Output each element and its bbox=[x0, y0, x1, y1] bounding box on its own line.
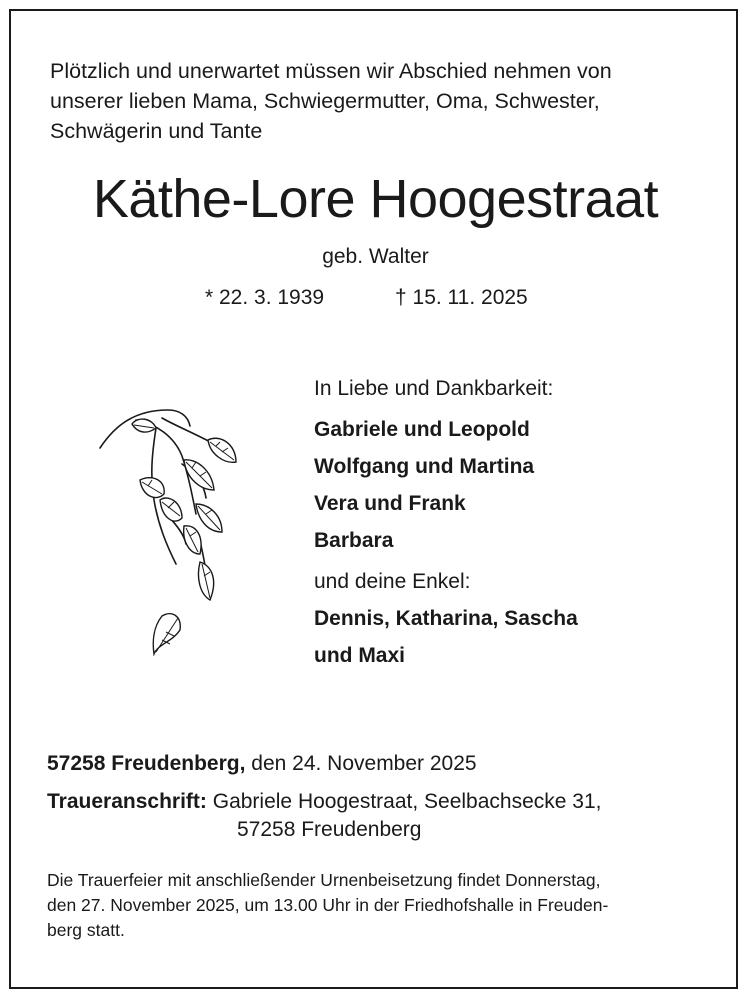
intro-text bbox=[50, 56, 720, 146]
birch-branch-icon bbox=[96, 404, 246, 656]
ceremony-line: berg statt. bbox=[47, 920, 125, 940]
mourning-address bbox=[47, 787, 601, 817]
grandchildren-names: und Maxi bbox=[314, 644, 406, 667]
birth-date: * 22. 3. 1939 bbox=[205, 286, 325, 309]
ceremony-info bbox=[47, 868, 722, 943]
ceremony-line: den 27. November 2025, um 13.00 Uhr in der Friedhofshalle in Freuden- bbox=[47, 895, 609, 915]
family-member: Barbara bbox=[314, 529, 394, 552]
grandchildren-heading: und deine Enkel: bbox=[314, 570, 471, 593]
family-member: Gabriele und Leopold bbox=[314, 418, 530, 441]
intro-line: Schwägerin und Tante bbox=[50, 119, 263, 143]
intro-line: unserer lieben Mama, Schwiegermutter, Oma, Schwester, bbox=[50, 89, 600, 113]
mourning-address-line2: 57258 Freudenberg bbox=[237, 818, 422, 841]
death-date: † 15. 11. 2025 bbox=[395, 286, 528, 309]
mourning-address-line1: Gabriele Hoogestraat, Seelbachsecke 31, bbox=[212, 790, 602, 813]
birth-name: geb. Walter bbox=[322, 245, 429, 268]
intro-line: Plötzlich und unerwartet müssen wir Abschied nehmen von bbox=[50, 59, 612, 83]
family-heading: In Liebe und Dankbarkeit: bbox=[314, 377, 554, 400]
ceremony-line: Die Trauerfeier mit anschließender Urnenbeisetzung findet Donnerstag, bbox=[47, 870, 601, 890]
family-member: Vera und Frank bbox=[314, 492, 466, 515]
place: 57258 Freudenberg, bbox=[47, 752, 246, 775]
place-date bbox=[47, 749, 477, 779]
grandchildren-names: Dennis, Katharina, Sascha bbox=[314, 607, 578, 630]
family-list bbox=[314, 370, 714, 674]
mourning-address-label: Traueranschrift: bbox=[47, 790, 207, 813]
date: den 24. November 2025 bbox=[251, 752, 477, 775]
deceased-name: Käthe-Lore Hoogestraat bbox=[92, 169, 659, 229]
family-member: Wolfgang und Martina bbox=[314, 455, 535, 478]
life-dates bbox=[205, 284, 605, 312]
